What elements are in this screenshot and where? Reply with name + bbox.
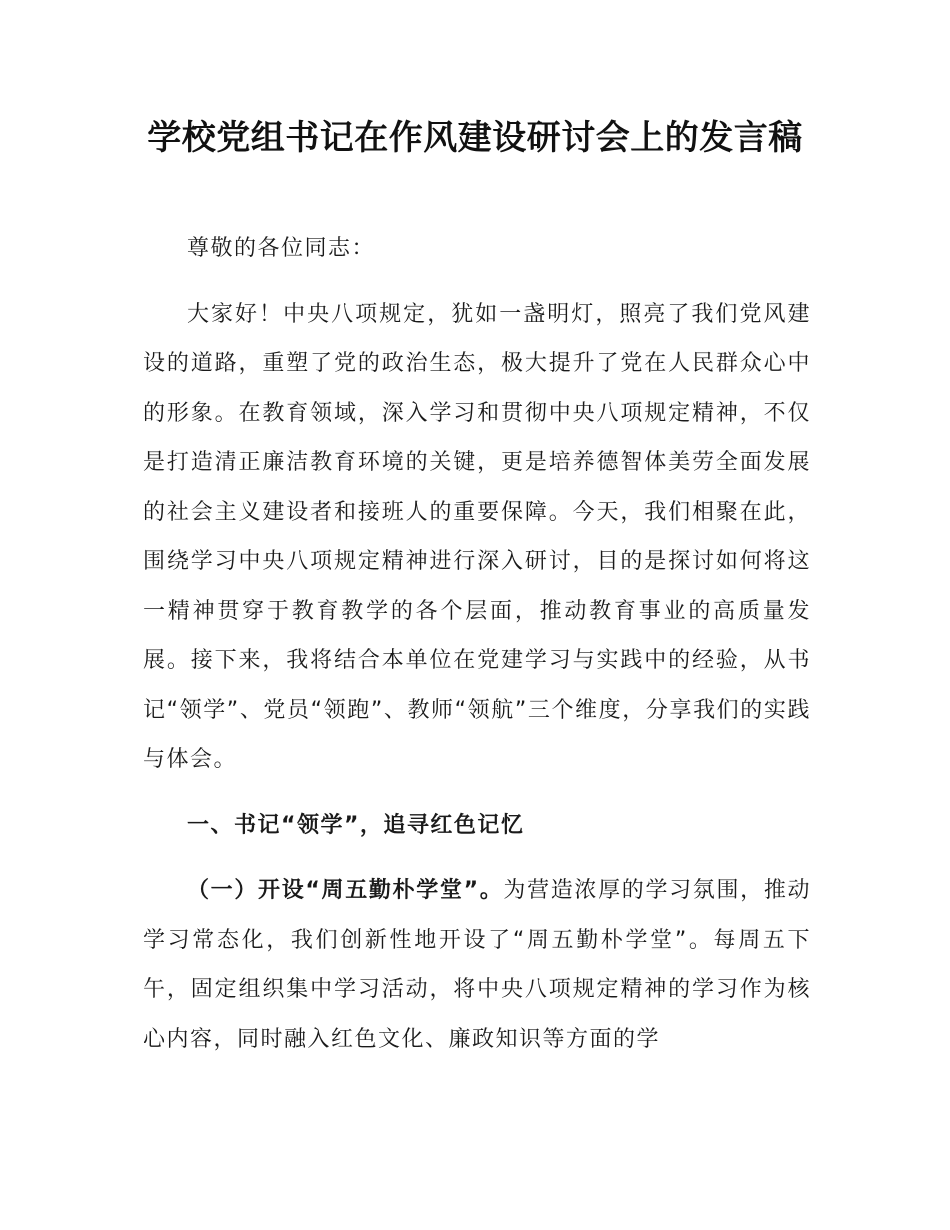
- intro-paragraph: 大家好！中央八项规定，犹如一盏明灯，照亮了我们党风建设的道路，重塑了党的政治生态，极大提升了党在人民群众心中的形象。在教育领域，深入学习和贯彻中央八项规定精神，不仅是打造清正廉洁教育环境的关键，更是培养德智体美劳全面发展的社会主义建设者和接班人的重要保障。今天，我们相聚在此，围绕学习中央八项规定精神进行深入研讨，目的是探讨如何将这一精神贯穿于教育教学的各个层面，推动教育事业的高质量发展。接下来，我将结合本单位在党建学习与实践中的经验，从书记“领学”、党员“领跑”、教师“领航”三个维度，分享我们的实践与体会。: [143, 301, 811, 772]
- subsection-paragraph: [143, 866, 811, 1064]
- section-heading: 一、书记“领学”，追寻红色记忆: [187, 812, 525, 838]
- document-title: 学校党组书记在作风建设研讨会上的发言稿: [147, 118, 803, 158]
- subsection-lead: （一）开设“周五勤朴学堂”。: [187, 878, 504, 903]
- subsection-text: 为营造浓厚的学习氛围，推动学习常态化，我们创新性地开设了“周五勤朴学堂”。每周五下午，固定组织集中学习活动，将中央八项规定精神的学习作为核心内容，同时融入红色文化、廉政知识等方面的学: [143, 878, 811, 1052]
- document-body: [143, 224, 811, 1080]
- salutation: 尊敬的各位同志：: [187, 236, 376, 261]
